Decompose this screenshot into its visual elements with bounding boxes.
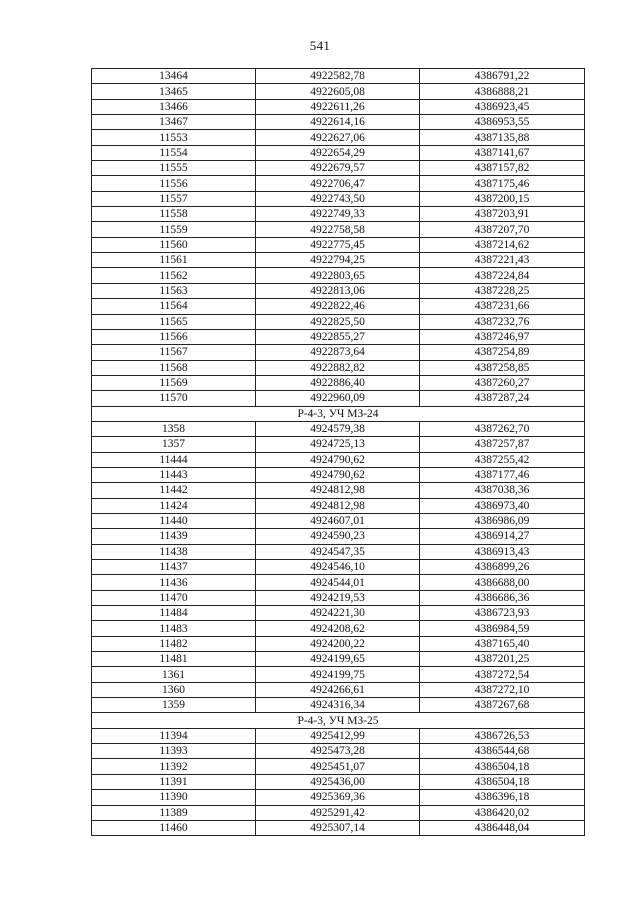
y-coordinate-cell: 4387214,62 [420,237,585,252]
point-number-cell: 11564 [92,299,256,314]
table-row [92,176,585,191]
y-coordinate-cell: 4386986,09 [420,513,585,528]
y-coordinate-cell: 4386984,59 [420,621,585,636]
table-row [92,329,585,344]
point-number-cell: 1360 [92,682,256,697]
table-row [92,667,585,682]
y-coordinate-cell: 4386448,04 [420,820,585,835]
x-coordinate-cell: 4925451,07 [256,759,420,774]
table-row [92,698,585,713]
table-row [92,805,585,820]
point-number-cell: 13466 [92,99,256,114]
table-row [92,207,585,222]
y-coordinate-cell: 4387177,46 [420,467,585,482]
point-number-cell: 11443 [92,467,256,482]
x-coordinate-cell: 4924200,22 [256,636,420,651]
table-row [92,161,585,176]
y-coordinate-cell: 4387232,76 [420,314,585,329]
y-coordinate-cell: 4387135,88 [420,130,585,145]
x-coordinate-cell: 4922886,40 [256,375,420,390]
table-row [92,498,585,513]
table-row [92,682,585,697]
point-number-cell: 11439 [92,529,256,544]
table-row [92,606,585,621]
x-coordinate-cell: 4924316,34 [256,698,420,713]
table-row [92,560,585,575]
x-coordinate-cell: 4922855,27 [256,329,420,344]
x-coordinate-cell: 4924199,75 [256,667,420,682]
y-coordinate-cell: 4387272,54 [420,667,585,682]
x-coordinate-cell: 4924790,62 [256,452,420,467]
point-number-cell: 11565 [92,314,256,329]
table-row [92,283,585,298]
y-coordinate-cell: 4387203,91 [420,207,585,222]
y-coordinate-cell: 4386791,22 [420,69,585,84]
y-coordinate-cell: 4386723,93 [420,606,585,621]
section-title: Р-4-3, УЧ МЗ-25 [92,713,585,728]
y-coordinate-cell: 4386899,26 [420,560,585,575]
y-coordinate-cell: 4386923,45 [420,99,585,114]
y-coordinate-cell: 4387260,27 [420,375,585,390]
x-coordinate-cell: 4922605,08 [256,84,420,99]
table-row [92,621,585,636]
y-coordinate-cell: 4386888,21 [420,84,585,99]
table-row [92,130,585,145]
x-coordinate-cell: 4922627,06 [256,130,420,145]
y-coordinate-cell: 4386544,68 [420,744,585,759]
point-number-cell: 11483 [92,621,256,636]
table-row [92,759,585,774]
x-coordinate-cell: 4922960,09 [256,391,420,406]
x-coordinate-cell: 4922873,64 [256,345,420,360]
table-row [92,452,585,467]
point-number-cell: 13465 [92,84,256,99]
point-number-cell: 11558 [92,207,256,222]
table-row [92,391,585,406]
point-number-cell: 11393 [92,744,256,759]
point-number-cell: 11389 [92,805,256,820]
point-number-cell: 11561 [92,253,256,268]
table-row [92,145,585,160]
y-coordinate-cell: 4387207,70 [420,222,585,237]
table-row [92,115,585,130]
point-number-cell: 11460 [92,820,256,835]
y-coordinate-cell: 4387221,43 [420,253,585,268]
table-row [92,345,585,360]
x-coordinate-cell: 4925436,00 [256,774,420,789]
point-number-cell: 11437 [92,560,256,575]
y-coordinate-cell: 4387201,25 [420,652,585,667]
x-coordinate-cell: 4925369,36 [256,790,420,805]
x-coordinate-cell: 4922614,16 [256,115,420,130]
x-coordinate-cell: 4922743,50 [256,191,420,206]
table-row [92,513,585,528]
table-row [92,222,585,237]
table-row [92,575,585,590]
table-row [92,728,585,743]
x-coordinate-cell: 4924607,01 [256,513,420,528]
section-header-row [92,713,585,728]
point-number-cell: 11436 [92,575,256,590]
point-number-cell: 11440 [92,513,256,528]
y-coordinate-cell: 4387272,10 [420,682,585,697]
y-coordinate-cell: 4386686,36 [420,590,585,605]
y-coordinate-cell: 4387258,85 [420,360,585,375]
y-coordinate-cell: 4387255,42 [420,452,585,467]
y-coordinate-cell: 4387175,46 [420,176,585,191]
y-coordinate-cell: 4387165,40 [420,636,585,651]
table-row [92,790,585,805]
x-coordinate-cell: 4924199,65 [256,652,420,667]
table-row [92,69,585,84]
point-number-cell: 11482 [92,636,256,651]
y-coordinate-cell: 4386913,43 [420,544,585,559]
y-coordinate-cell: 4387157,82 [420,161,585,176]
x-coordinate-cell: 4922813,06 [256,283,420,298]
table-row [92,99,585,114]
section-title: Р-4-3, УЧ МЗ-24 [92,406,585,421]
point-number-cell: 11560 [92,237,256,252]
point-number-cell: 11438 [92,544,256,559]
y-coordinate-cell: 4387267,68 [420,698,585,713]
y-coordinate-cell: 4386504,18 [420,759,585,774]
y-coordinate-cell: 4387228,25 [420,283,585,298]
x-coordinate-cell: 4924725,13 [256,437,420,452]
point-number-cell: 11481 [92,652,256,667]
y-coordinate-cell: 4386396,18 [420,790,585,805]
y-coordinate-cell: 4387224,84 [420,268,585,283]
point-number-cell: 11562 [92,268,256,283]
table-row [92,84,585,99]
table-row [92,268,585,283]
x-coordinate-cell: 4924812,98 [256,483,420,498]
x-coordinate-cell: 4922582,78 [256,69,420,84]
x-coordinate-cell: 4924219,53 [256,590,420,605]
y-coordinate-cell: 4387262,70 [420,421,585,436]
x-coordinate-cell: 4922654,29 [256,145,420,160]
table-row [92,360,585,375]
y-coordinate-cell: 4387287,24 [420,391,585,406]
point-number-cell: 11563 [92,283,256,298]
point-number-cell: 11555 [92,161,256,176]
point-number-cell: 1359 [92,698,256,713]
point-number-cell: 13467 [92,115,256,130]
x-coordinate-cell: 4925291,42 [256,805,420,820]
point-number-cell: 11559 [92,222,256,237]
point-number-cell: 11390 [92,790,256,805]
point-number-cell: 1361 [92,667,256,682]
y-coordinate-cell: 4387231,66 [420,299,585,314]
table-row [92,253,585,268]
point-number-cell: 11569 [92,375,256,390]
page-number: 541 [309,38,331,53]
coordinates-table [91,68,585,836]
x-coordinate-cell: 4922611,26 [256,99,420,114]
x-coordinate-cell: 4924208,62 [256,621,420,636]
point-number-cell: 11567 [92,345,256,360]
point-number-cell: 11442 [92,483,256,498]
y-coordinate-cell: 4386726,53 [420,728,585,743]
x-coordinate-cell: 4924547,35 [256,544,420,559]
point-number-cell: 11568 [92,360,256,375]
point-number-cell: 11553 [92,130,256,145]
point-number-cell: 11470 [92,590,256,605]
x-coordinate-cell: 4922679,57 [256,161,420,176]
x-coordinate-cell: 4922749,33 [256,207,420,222]
x-coordinate-cell: 4925473,28 [256,744,420,759]
point-number-cell: 11394 [92,728,256,743]
point-number-cell: 11566 [92,329,256,344]
x-coordinate-cell: 4925307,14 [256,820,420,835]
x-coordinate-cell: 4922775,45 [256,237,420,252]
table-row [92,820,585,835]
table-row [92,191,585,206]
point-number-cell: 11556 [92,176,256,191]
point-number-cell: 11392 [92,759,256,774]
coordinates-table-body [92,69,585,836]
point-number-cell: 11557 [92,191,256,206]
y-coordinate-cell: 4386914,27 [420,529,585,544]
point-number-cell: 1358 [92,421,256,436]
table-row [92,529,585,544]
table-row [92,237,585,252]
table-row [92,314,585,329]
table-row [92,375,585,390]
x-coordinate-cell: 4922706,47 [256,176,420,191]
y-coordinate-cell: 4386953,55 [420,115,585,130]
point-number-cell: 11554 [92,145,256,160]
table-row [92,544,585,559]
x-coordinate-cell: 4922794,25 [256,253,420,268]
y-coordinate-cell: 4386504,18 [420,774,585,789]
table-row [92,299,585,314]
x-coordinate-cell: 4924812,98 [256,498,420,513]
y-coordinate-cell: 4387257,87 [420,437,585,452]
table-row [92,467,585,482]
y-coordinate-cell: 4387254,89 [420,345,585,360]
y-coordinate-cell: 4387038,36 [420,483,585,498]
point-number-cell: 11444 [92,452,256,467]
point-number-cell: 11424 [92,498,256,513]
y-coordinate-cell: 4387200,15 [420,191,585,206]
table-row [92,652,585,667]
x-coordinate-cell: 4924544,01 [256,575,420,590]
table-row [92,421,585,436]
x-coordinate-cell: 4922822,46 [256,299,420,314]
y-coordinate-cell: 4386973,40 [420,498,585,513]
x-coordinate-cell: 4922803,65 [256,268,420,283]
point-number-cell: 13464 [92,69,256,84]
table-row [92,437,585,452]
x-coordinate-cell: 4924790,62 [256,467,420,482]
table-row [92,744,585,759]
table-row [92,590,585,605]
x-coordinate-cell: 4925412,99 [256,728,420,743]
section-header-row [92,406,585,421]
y-coordinate-cell: 4387246,97 [420,329,585,344]
x-coordinate-cell: 4924221,30 [256,606,420,621]
point-number-cell: 11484 [92,606,256,621]
table-row [92,483,585,498]
x-coordinate-cell: 4922825,50 [256,314,420,329]
x-coordinate-cell: 4924579,38 [256,421,420,436]
x-coordinate-cell: 4924590,23 [256,529,420,544]
table-row [92,774,585,789]
point-number-cell: 11570 [92,391,256,406]
x-coordinate-cell: 4922882,82 [256,360,420,375]
x-coordinate-cell: 4924546,10 [256,560,420,575]
point-number-cell: 11391 [92,774,256,789]
point-number-cell: 1357 [92,437,256,452]
x-coordinate-cell: 4924266,61 [256,682,420,697]
x-coordinate-cell: 4922758,58 [256,222,420,237]
y-coordinate-cell: 4387141,67 [420,145,585,160]
y-coordinate-cell: 4386688,00 [420,575,585,590]
table-row [92,636,585,651]
y-coordinate-cell: 4386420,02 [420,805,585,820]
